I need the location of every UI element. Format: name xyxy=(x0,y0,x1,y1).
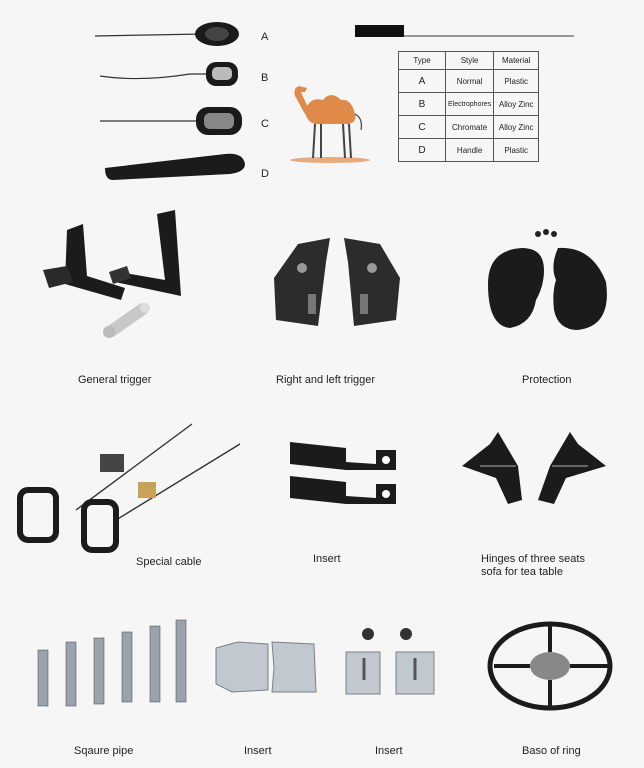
spec-cell-type: A xyxy=(399,70,446,93)
caption-general-trigger: General trigger xyxy=(78,374,152,386)
table-row xyxy=(399,116,539,139)
table-row xyxy=(399,70,539,93)
table-header-line xyxy=(404,35,574,37)
protection-image xyxy=(482,226,622,336)
handle-a-letter: A xyxy=(261,31,269,43)
caption-hinges-line1: Hinges of three seats xyxy=(481,553,585,565)
caption-insert-2: Insert xyxy=(244,745,272,757)
spec-cell-style: Handle xyxy=(446,139,494,162)
spec-cell-material: Alloy Zinc xyxy=(494,93,539,116)
caption-insert-1: Insert xyxy=(313,553,341,565)
caption-insert-3: Insert xyxy=(375,745,403,757)
spec-cell-type: D xyxy=(399,139,446,162)
spec-cell-material: Plastic xyxy=(494,70,539,93)
handle-c-image xyxy=(100,104,300,138)
handle-b-letter: B xyxy=(261,72,269,84)
table-row xyxy=(399,139,539,162)
handle-b-image xyxy=(100,60,300,90)
caption-square-pipe: Sqaure pipe xyxy=(74,745,134,757)
caption-protection: Protection xyxy=(522,374,572,386)
spec-cell-type: C xyxy=(399,116,446,139)
spec-cell-style: Chromate xyxy=(446,116,494,139)
spec-cell-style: Electrophores xyxy=(446,93,494,116)
square-pipe-image xyxy=(36,620,196,710)
spec-header-type: Type xyxy=(399,52,446,70)
caption-base-of-ring: Baso of ring xyxy=(522,745,581,757)
spec-cell-material: Alloy Zinc xyxy=(494,116,539,139)
spec-cell-style: Normal xyxy=(446,70,494,93)
handle-d-letter: D xyxy=(261,168,269,180)
caption-right-left-trigger: Right and left trigger xyxy=(276,374,376,386)
caption-special-cable: Special cable xyxy=(136,556,202,568)
spec-cell-material: Plastic xyxy=(494,139,539,162)
camel-logo xyxy=(285,78,375,168)
spec-header-material: Material xyxy=(494,52,539,70)
spec-header-style: Style xyxy=(446,52,494,70)
base-of-ring-image xyxy=(486,616,616,726)
hinges-image xyxy=(460,426,610,516)
table-header-bar xyxy=(355,25,404,37)
general-trigger-image xyxy=(35,210,205,350)
insert-1-image xyxy=(286,440,406,520)
spec-cell-type: B xyxy=(399,93,446,116)
table-row xyxy=(399,93,539,116)
spec-table xyxy=(398,51,539,162)
handle-c-letter: C xyxy=(261,118,269,130)
insert-2-image xyxy=(214,638,324,698)
spec-table-header-row xyxy=(399,52,539,70)
caption-hinges-line2: sofa for tea table xyxy=(481,566,563,578)
right-left-trigger-image xyxy=(268,238,408,338)
insert-3-image xyxy=(340,624,440,704)
special-cable-image xyxy=(16,420,236,550)
handle-d-image xyxy=(105,150,255,190)
